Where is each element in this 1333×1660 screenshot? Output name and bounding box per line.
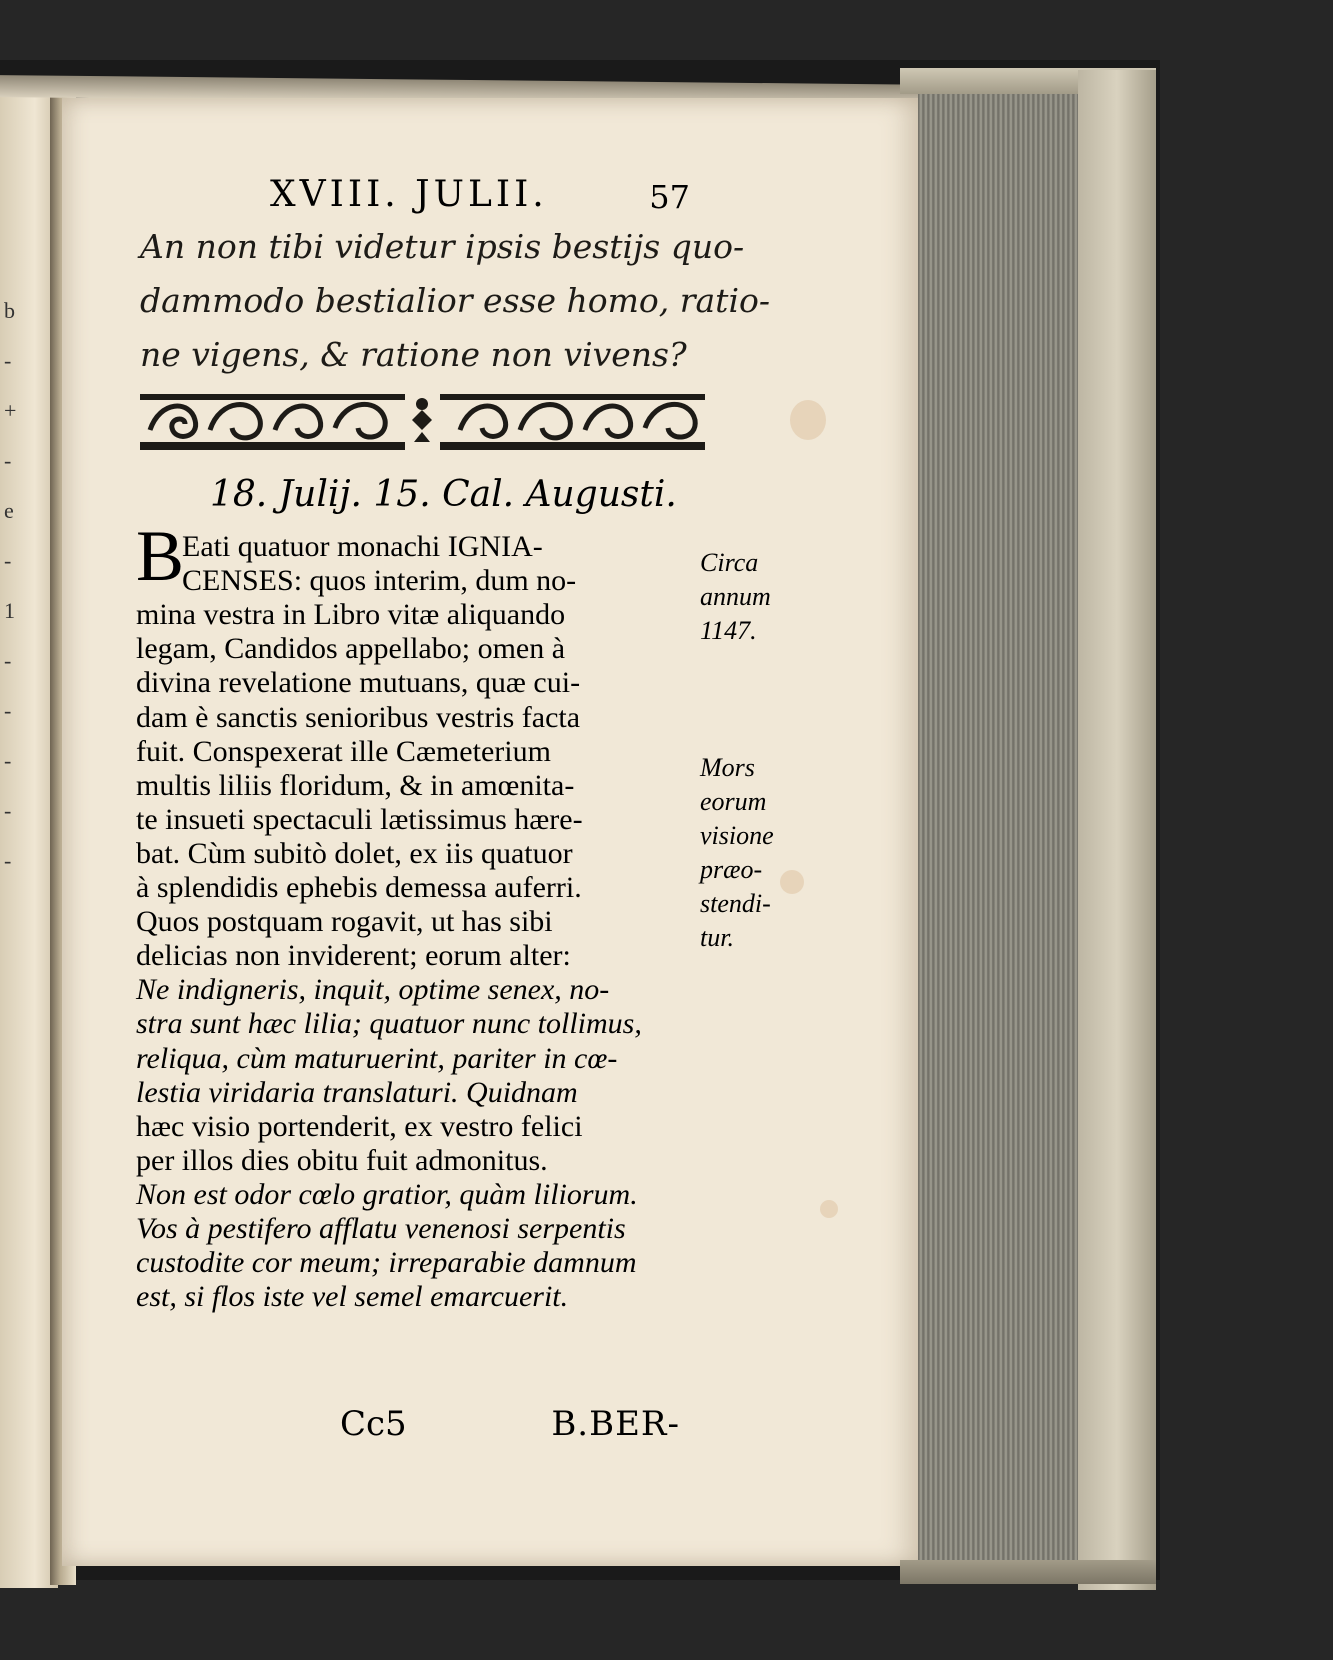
drop-cap: B [136, 516, 185, 596]
left-page-fragment: - [4, 648, 12, 673]
left-page-fragment: - [4, 748, 12, 773]
text-line: stra sunt hæc lilia; quatuor nunc tollimus, [136, 1007, 642, 1041]
left-page-fragment: 1 [4, 598, 15, 623]
margin-note: præo- [700, 854, 763, 884]
text-line: dam è sanctis senioribus vestris facta [136, 700, 581, 734]
text-line: Quos postquam rogavit, ut has sibi [136, 905, 553, 939]
text-line: multis liliis floridum, & in amœnita- [136, 768, 575, 802]
text-line: Ne indigneris, inquit, optime senex, no- [136, 973, 610, 1007]
margin-note: visione [700, 820, 774, 850]
margin-note: Circa [700, 548, 759, 577]
foxing-spot [790, 400, 826, 440]
foxing-spot [780, 870, 804, 894]
intro-line: ne vigens, & ratione non vivens? [140, 335, 687, 374]
text-line: CENSES: quos interim, dum no- [182, 564, 577, 598]
text-line: per illos dies obitu fuit admonitus. [136, 1143, 548, 1177]
cover-board [1078, 70, 1156, 1590]
cover-board-bottom [900, 1560, 1156, 1584]
left-page-fragment: - [4, 798, 12, 823]
margin-note: annum [700, 582, 771, 612]
feast-date-line: 18. Julij. 15. Cal. Augusti. [210, 474, 677, 515]
intro-line: An non tibi videtur ipsis bestijs quo- [140, 227, 745, 266]
text-line: est, si flos iste vel semel emarcuerit. [136, 1280, 569, 1314]
page-footer [160, 1404, 680, 1444]
margin-note: eorum [700, 786, 767, 816]
header-title: XVIII. JULII. [270, 174, 548, 215]
left-page-fragment: - [4, 848, 12, 873]
text-line: legam, Candidos appellabo; omen à [136, 632, 566, 666]
text-line: Vos à pestifero afflatu venenosi serpentis [136, 1212, 626, 1245]
margin-note: 1147. [700, 616, 757, 646]
page-fore-edge [918, 92, 1080, 1570]
text-line: lestia viridaria translaturi. Quidnam [136, 1075, 578, 1109]
margin-note: tur. [700, 923, 734, 953]
intro-line: dammodo bestialior esse homo, ratio- [140, 281, 771, 320]
left-page-fragment: + [4, 398, 17, 423]
left-page-fragment: e [4, 498, 14, 523]
text-line: bat. Cùm subitò dolet, ex iis quatuor [136, 836, 573, 870]
text-line: Non est odor cœlo gratior, quàm liliorum. [136, 1177, 638, 1211]
margin-note: Mors [700, 752, 755, 782]
text-line: divina revelatione mutuans, quæ cui- [136, 666, 581, 700]
left-page-fragment: - [4, 548, 12, 573]
ornament-band-icon [140, 390, 705, 452]
text-line: reliqua, cùm maturuerint, pariter in cœ- [136, 1041, 618, 1075]
left-page-fragment: b [4, 298, 15, 323]
foxing-spot [820, 1200, 838, 1218]
text-line: Eati quatuor monachi IGNIA- [182, 530, 543, 563]
text-line: hæc visio portenderit, ex vestro felici [136, 1109, 583, 1143]
left-page-fragment: - [4, 448, 12, 473]
left-page-fragment: - [4, 698, 12, 723]
catchword: B.BER- [551, 1404, 680, 1444]
text-line: mina vestra in Libro vitæ aliquando [136, 598, 566, 632]
signature-mark: Cc5 [340, 1404, 407, 1444]
text-line: à splendidis ephebis demessa auferri. [136, 871, 582, 904]
page-number: 57 [649, 178, 690, 216]
text-line: te insueti spectaculi lætissimus hære- [136, 802, 583, 836]
text-line: custodite cor meum; irreparabie damnum [136, 1246, 637, 1280]
text-line: delicias non inviderent; eorum alter: [136, 939, 571, 973]
running-header [130, 174, 690, 218]
text-line: fuit. Conspexerat ille Cæmeterium [136, 734, 551, 768]
margin-note: stendi- [700, 889, 771, 918]
left-page-fragments [4, 298, 24, 898]
left-page-fragment: - [4, 348, 12, 373]
